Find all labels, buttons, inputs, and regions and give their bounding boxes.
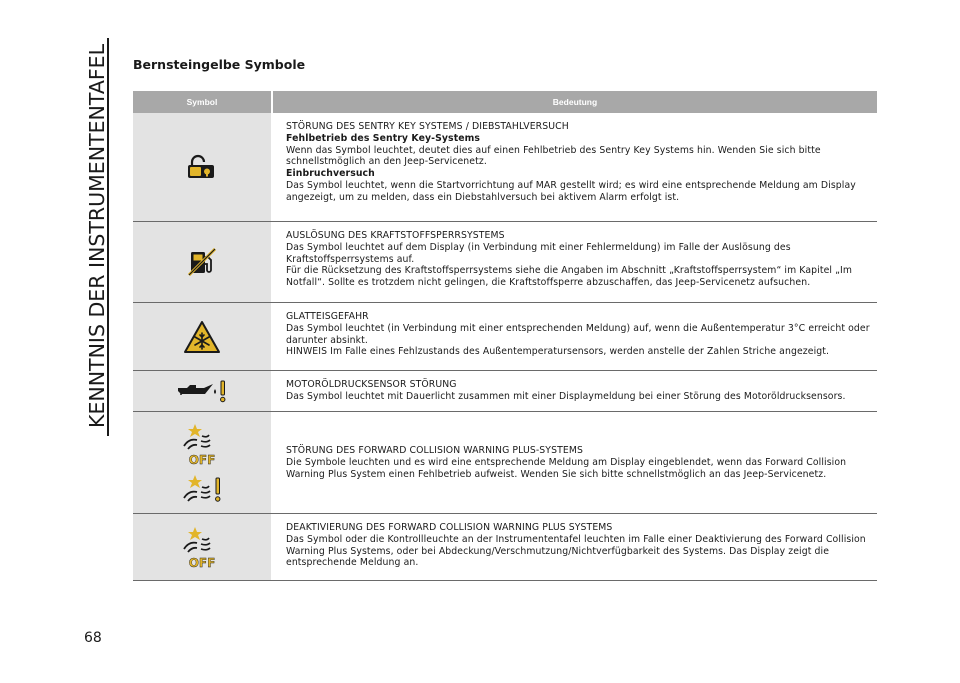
table-row bbox=[133, 113, 877, 222]
off-label: OFF bbox=[188, 556, 216, 569]
padlock-key-icon bbox=[185, 154, 219, 180]
side-chapter-title-text: KENNTNIS DER INSTRUMENTENTAFEL bbox=[85, 53, 109, 428]
symbol-cell bbox=[133, 113, 271, 221]
symbol-cell bbox=[133, 303, 271, 370]
row-text: Das Symbol leuchtet, wenn die Startvorrichtung auf MAR gestellt wird; es wird eine entsprechende Meldung am Display angezeigt, um zu melden, dass ein Diebstahlversuch bei aktivem Alarm erfolgt ist. bbox=[286, 179, 856, 203]
off-label: OFF bbox=[188, 452, 216, 466]
snowflake-warning-icon bbox=[183, 320, 221, 354]
row-text: Wenn das Symbol leuchtet, deutet dies auf einen Fehlbetrieb des Sentry Key Systems hin. Wenden Sie sich bitte schnellstmöglich an den Jeep-Servicenetz. bbox=[286, 144, 821, 168]
row-subheading: Fehlbetrieb des Sentry Key-Systems bbox=[286, 132, 481, 144]
table-row bbox=[133, 514, 877, 581]
forward-collision-warning-icon bbox=[180, 474, 224, 504]
row-subheading: Einbruchversuch bbox=[286, 168, 375, 180]
meaning-cell bbox=[271, 412, 877, 513]
row-title: AUSLÖSUNG DES KRAFTSTOFFSPERRSYSTEMS bbox=[286, 230, 505, 241]
fuel-pump-cutoff-icon bbox=[188, 248, 216, 276]
row-text: Die Symbole leuchten und es wird eine entsprechende Meldung am Display eingeblendet, wenn das Forward Collision Warning Plus System einen Fehlbetrieb aufweist. Wenden Sie sich bitte schnellstmöglich an das Jeep-Servicenetz. bbox=[286, 457, 847, 480]
row-title: MOTORÖLDRUCKSENSOR STÖRUNG bbox=[286, 379, 457, 390]
meaning-cell bbox=[271, 113, 877, 221]
row-title: STÖRUNG DES SENTRY KEY SYSTEMS / DIEBSTAHLVERSUCH bbox=[286, 121, 569, 132]
row-text: Das Symbol leuchtet mit Dauerlicht zusammen mit einer Displaymeldung bei einer Störung des Motoröldrucksensors. bbox=[286, 390, 846, 402]
symbol-table bbox=[133, 91, 877, 581]
row-text: Das Symbol oder die Kontrollleuchte an der Instrumententafel leuchten im Falle einer Deaktivierung des Forward Collision Warning Plus Systems, oder bei Abdeckung/Verschmutzung/Nichtverfügbarkeit des Systems. Das Display zeigt die entsprechende Meldung an. bbox=[286, 533, 866, 569]
table-row bbox=[133, 371, 877, 412]
symbol-cell bbox=[133, 514, 271, 580]
row-text: Für die Rücksetzung des Kraftstoffsperrsystems siehe die Angaben im Abschnitt „Kraftstoffsperrsystem“ im Kapitel „Im Notfall“. Sollte es trotzdem nicht gelingen, die Kraftstoffsperre abzuschaffen, das Jeep-Servicenetz aufsuchen. bbox=[286, 265, 853, 289]
page-number: 68 bbox=[84, 630, 102, 646]
meaning-cell bbox=[271, 303, 877, 370]
section-title: Bernsteingelbe Symbole bbox=[133, 57, 306, 72]
meaning-cell bbox=[271, 222, 877, 302]
symbol-cell bbox=[133, 412, 271, 513]
row-text: Das Symbol leuchtet auf dem Display (in Verbindung mit einer Fehlermeldung) im Falle der Auslösung des Kraftstoffsperrsystems auf. bbox=[286, 241, 791, 265]
symbol-cell bbox=[133, 371, 271, 411]
header-meaning: Bedeutung bbox=[552, 97, 598, 107]
header-symbol: Symbol bbox=[133, 91, 273, 113]
row-title: GLATTEISGEFAHR bbox=[286, 311, 369, 322]
oil-pressure-sensor-icon bbox=[175, 379, 229, 403]
row-text: Das Symbol leuchtet (in Verbindung mit einer entsprechenden Meldung) auf, wenn die Außentemperatur 3°C erreicht oder darunter absinkt. bbox=[286, 322, 870, 346]
side-divider bbox=[107, 38, 109, 436]
row-title: STÖRUNG DES FORWARD COLLISION WARNING PLUS-SYSTEMS bbox=[286, 445, 583, 457]
forward-collision-off-icon bbox=[180, 525, 224, 569]
meaning-cell bbox=[271, 514, 877, 580]
table-row bbox=[133, 412, 877, 514]
row-text: HINWEIS Im Falle eines Fehlzustands des Außentemperatursensors, werden anstelle der Zahlen Striche angezeigt. bbox=[286, 346, 830, 358]
symbol-cell bbox=[133, 222, 271, 302]
table-header bbox=[133, 91, 877, 113]
row-title: DEAKTIVIERUNG DES FORWARD COLLISION WARNING PLUS SYSTEMS bbox=[286, 522, 613, 533]
table-row bbox=[133, 303, 877, 371]
forward-collision-off-icon bbox=[180, 422, 224, 466]
meaning-cell bbox=[271, 371, 877, 411]
table-row bbox=[133, 222, 877, 303]
